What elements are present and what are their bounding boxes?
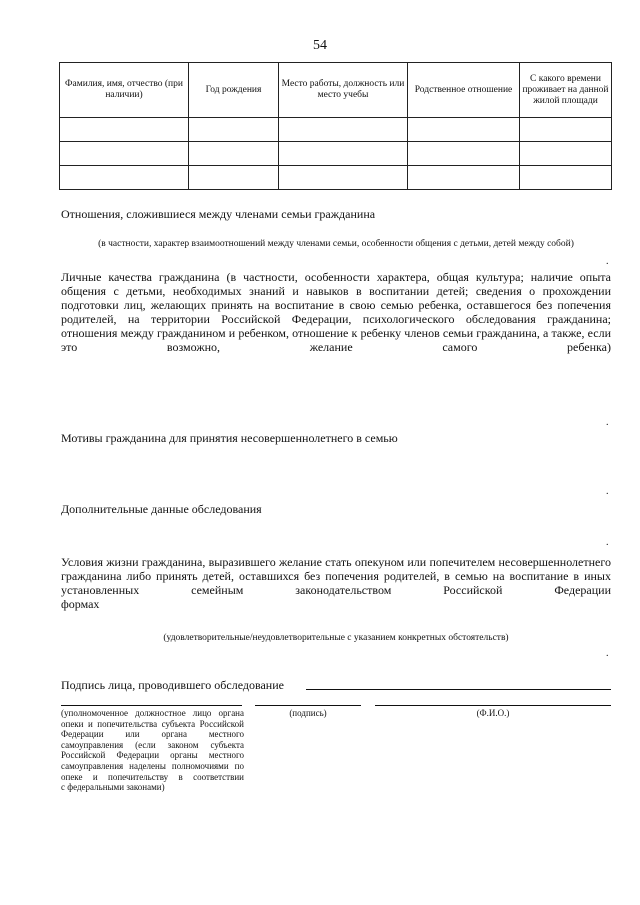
header-workplace: Место работы, должность или место учебы: [279, 63, 408, 118]
table-cell[interactable]: [189, 142, 279, 166]
family-members-table: [59, 62, 612, 190]
table-cell[interactable]: [520, 166, 612, 190]
living-conditions-text: Условия жизни гражданина, выразившего желание стать опекуном или попечителем несовершеннолетнего гражданина либо принять детей, оставшихся без попечения родителей, в семью на воспитание в иных установленных семейным законодательством Российской Федерации: [61, 555, 611, 597]
table-cell[interactable]: [60, 166, 189, 190]
table-header-row: [60, 63, 612, 118]
relations-heading: Отношения, сложившиеся между членами семьи гражданина: [61, 207, 376, 221]
signature-field-line[interactable]: [255, 705, 361, 706]
official-note: [61, 708, 244, 793]
header-residence-since: С какого времени проживает на данной жилой площади: [520, 63, 612, 118]
table-cell[interactable]: [279, 142, 408, 166]
relations-note: (в частности, характер взаимоотношений между членами семьи, особенности общения с детьми, детей между собой): [98, 239, 574, 249]
end-mark: .: [606, 256, 609, 267]
table-cell[interactable]: [279, 118, 408, 142]
table-cell[interactable]: [520, 118, 612, 142]
table-row: [60, 118, 612, 142]
additional-heading: Дополнительные данные обследования: [61, 502, 262, 516]
table-row: [60, 166, 612, 190]
end-mark: .: [606, 417, 609, 428]
official-note-text-end: с федеральными законами): [61, 782, 165, 793]
motives-heading: Мотивы гражданина для принятия несовершеннолетнего в семью: [61, 431, 398, 445]
header-full-name: Фамилия, имя, отчество (при наличии): [60, 63, 189, 118]
name-caption: (Ф.И.О.): [476, 708, 510, 718]
official-note-text: (уполномоченное должностное лицо органа опеки и попечительства субъекта Российской Федерации или органа местного самоуправления (если законом субъекта Российской Федерации органы местного самоуправления наделены полномочиями по опеке и попечительству в соответствии: [61, 708, 244, 782]
table-cell[interactable]: [408, 166, 520, 190]
official-line[interactable]: [61, 705, 242, 706]
page-number: 54: [313, 38, 327, 53]
end-mark: .: [606, 648, 609, 659]
table-cell[interactable]: [189, 166, 279, 190]
table-cell[interactable]: [189, 118, 279, 142]
personal-qualities-text-end: ребенка): [567, 340, 612, 354]
living-conditions-note: (удовлетворительные/неудовлетворительные с указанием конкретных обстоятельств): [163, 633, 509, 643]
table-cell[interactable]: [279, 166, 408, 190]
living-conditions-paragraph: [61, 555, 611, 611]
end-mark: .: [606, 486, 609, 497]
table-cell[interactable]: [408, 118, 520, 142]
living-conditions-text-end: формах: [61, 597, 100, 611]
personal-qualities-text: Личные качества гражданина (в частности, особенности характера, общая культура; наличие опыта общения с детьми, необходимых знаний и навыков в воспитании детей; сведения о прохождении подготовки лиц, желающих принять на воспитание в свою семью ребенка, оставшегося без попечения родителей, на территории Российской Федерации, психологического обследования гражданина; отношения между гражданином и ребенком, отношение к ребенку членов семьи гражданина, а также, если это возможно, желание самого: [61, 270, 611, 354]
name-field-line[interactable]: [375, 705, 611, 706]
table-cell[interactable]: [520, 142, 612, 166]
signature-caption: (подпись): [289, 708, 327, 718]
table-cell[interactable]: [60, 118, 189, 142]
end-mark: .: [606, 537, 609, 548]
table-row: [60, 142, 612, 166]
header-birth-year: Год рождения: [189, 63, 279, 118]
personal-qualities-paragraph: [61, 270, 611, 354]
table-cell[interactable]: [60, 142, 189, 166]
table-cell[interactable]: [408, 142, 520, 166]
signature-line[interactable]: [306, 689, 611, 690]
header-relationship: Родственное отношение: [408, 63, 520, 118]
signature-label: Подпись лица, проводившего обследование: [61, 678, 284, 692]
